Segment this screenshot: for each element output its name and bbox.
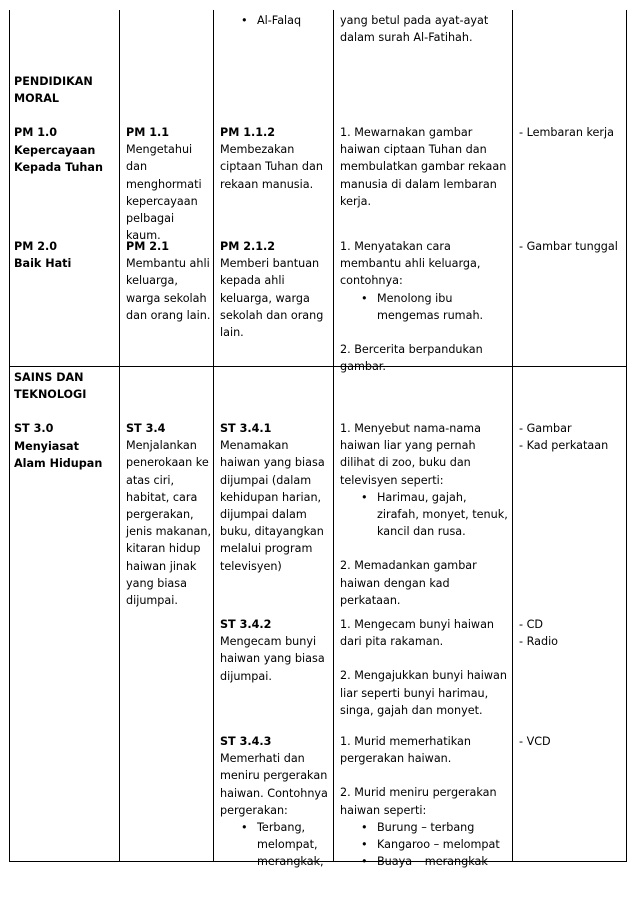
table-divider-col3: [333, 10, 334, 862]
pm1-standard-text: Mengetahui dan menghormati kepercayaan pelbagai kaum.: [126, 143, 202, 243]
pm2-topic-cell: [10, 238, 118, 272]
pm2-activity-2: 2. Bercerita berpandukan gambar.: [340, 343, 483, 374]
st343-activity-bullet: • Burung – terbang: [340, 819, 508, 836]
row0-lo-cell: [216, 12, 332, 29]
pm1-lo-code: PM 1.1.2: [220, 126, 276, 139]
st3-standard-code: ST 3.4: [126, 422, 166, 435]
pm2-material-cell: [515, 238, 627, 255]
st342-activity-cell: [336, 616, 512, 719]
moral-heading: PENDIDIKAN MORAL: [14, 75, 93, 106]
pm1-lo-cell: [216, 124, 332, 193]
st342-activity-2: 2. Mengajukkan bunyi haiwan liar seperti bunyi harimau, singa, gajah dan monyet.: [340, 669, 507, 717]
st342-material-2: - Radio: [519, 635, 559, 649]
pm1-standard-code: PM 1.1: [126, 126, 170, 139]
pm2-activity-cell: [336, 238, 512, 375]
pm2-material: - Gambar tunggal: [519, 240, 618, 253]
st341-activity-2: 2. Memadankan gambar haiwan dengan kad perkataan.: [340, 559, 477, 607]
st342-lo-cell: [216, 616, 332, 685]
st343-material-cell: [515, 733, 627, 750]
row0-activity-text: yang betul pada ayat-ayat dalam surah Al-Fatihah.: [340, 14, 489, 45]
pm1-standard-cell: [122, 124, 216, 244]
pm1-lo-text: Membezakan ciptaan Tuhan dan rekaan manusia.: [220, 143, 323, 191]
moral-topic-cell: [10, 73, 118, 176]
row0-activity-cell: [336, 12, 512, 46]
st343-lo-text: Memerhati dan meniru pergerakan haiwan. Contohnya pergerakan:: [220, 752, 328, 817]
pm2-standard-text: Membantu ahli keluarga, warga sekolah dan orang lain.: [126, 257, 211, 322]
st341-activity-cell: [336, 420, 512, 609]
table-row-divider: [9, 366, 627, 367]
st341-material-cell: [515, 420, 627, 454]
st343-activity-cell: [336, 733, 512, 870]
pm1-activity-cell: [336, 124, 512, 210]
st342-lo-code: ST 3.4.2: [220, 618, 272, 631]
st3-title: Menyiasat Alam Hidupan: [14, 439, 103, 470]
st3-standard-cell: [122, 420, 216, 609]
st343-activity-2: 2. Murid meniru pergerakan haiwan seperti:: [340, 786, 497, 817]
pm2-activity-bullet: • Menolong ibu mengemas rumah.: [340, 290, 508, 324]
st343-lo-bullet: • Terbang, melompat, merangkak,: [220, 819, 328, 871]
st343-activity-1: 1. Murid memerhatikan pergerakan haiwan.: [340, 735, 471, 766]
st343-activity-bullet: • Kangaroo – melompat: [340, 836, 508, 853]
pm2-lo-text: Memberi bantuan kepada ahli keluarga, warga sekolah dan orang lain.: [220, 257, 324, 340]
pm2-lo-cell: [216, 238, 332, 341]
pm1-material-cell: [515, 124, 627, 141]
pm1-code: PM 1.0: [14, 126, 58, 140]
st343-material: - VCD: [519, 735, 551, 748]
st3-standard-text: Menjalankan penerokaan ke atas ciri, habitat, cara pergerakan, jenis makanan, kitaran hidup haiwan jinak yang biasa dijumpai.: [126, 439, 212, 608]
pm1-title: Kepercayaan Kepada Tuhan: [14, 143, 103, 174]
st342-material-1: - CD: [519, 618, 544, 631]
st343-lo-code: ST 3.4.3: [220, 735, 272, 748]
table-divider-col4: [512, 10, 513, 862]
sains-heading: SAINS DAN TEKNOLOGI: [14, 371, 87, 402]
st341-lo-code: ST 3.4.1: [220, 422, 272, 435]
st3-code: ST 3.0: [14, 422, 54, 436]
pm2-standard-cell: [122, 238, 216, 324]
pm2-lo-code: PM 2.1.2: [220, 240, 276, 253]
st343-lo-cell: [216, 733, 332, 871]
pm1-material: - Lembaran kerja: [519, 126, 614, 139]
st341-material-2: - Kad perkataan: [519, 439, 609, 453]
pm2-title: Baik Hati: [14, 257, 72, 271]
st341-lo-text: Menamakan haiwan yang biasa dijumpai (dalam kehidupan harian, dijumpai dalam buku, ditayangkan melalui program televisyen): [220, 439, 325, 573]
st341-activity-bullet: • Harimau, gajah, zirafah, monyet, tenuk, kancil dan rusa.: [340, 489, 508, 541]
st343-activity-bullet: • Buaya – merangkak: [340, 853, 508, 870]
st341-lo-cell: [216, 420, 332, 575]
st341-activity-1: 1. Menyebut nama-nama haiwan liar yang pernah dilihat di zoo, buku dan televisyen seperti:: [340, 422, 481, 487]
st342-material-cell: [515, 616, 627, 650]
st341-material-1: - Gambar: [519, 422, 572, 435]
st342-lo-text: Mengecam bunyi haiwan yang biasa dijumpai.: [220, 635, 325, 683]
pm2-standard-code: PM 2.1: [126, 240, 170, 253]
pm1-activity-text: 1. Mewarnakan gambar haiwan ciptaan Tuhan dan membulatkan gambar rekaan manusia di dalam lembaran kerja.: [340, 126, 507, 208]
pm2-activity-1: 1. Menyatakan cara membantu ahli keluarga, contohnya:: [340, 240, 481, 288]
sains-topic-cell: [10, 369, 118, 472]
table-divider-col1: [119, 10, 120, 862]
row0-lo-bullet: • Al-Falaq: [220, 12, 328, 29]
pm2-code: PM 2.0: [14, 240, 58, 253]
st342-activity-1: 1. Mengecam bunyi haiwan dari pita rakaman.: [340, 618, 495, 649]
